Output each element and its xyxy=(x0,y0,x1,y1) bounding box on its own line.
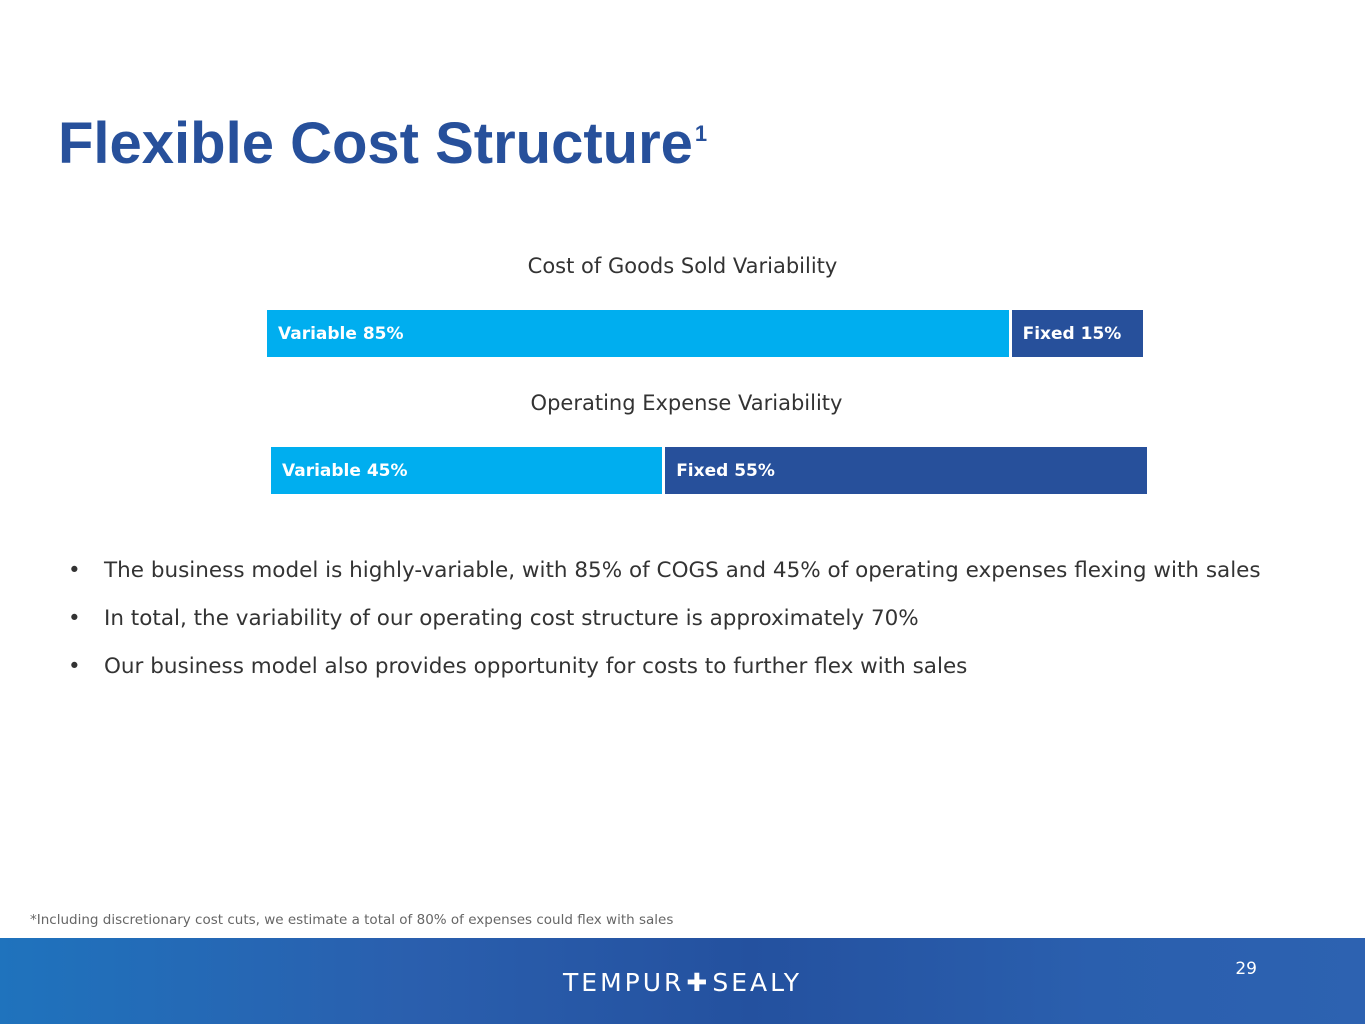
bullet-marker: • xyxy=(68,606,81,631)
opex-fixed-segment: Fixed 55% xyxy=(665,447,1147,494)
slide-title-text: Flexible Cost Structure xyxy=(58,111,693,176)
slide-title xyxy=(58,112,707,176)
bullet-item xyxy=(68,552,1261,600)
cogs-variability-bar xyxy=(267,310,1143,357)
page-number: 29 xyxy=(1235,959,1257,979)
footnote: *Including discretionary cost cuts, we estimate a total of 80% of expenses could flex with sales xyxy=(30,912,674,928)
bullet-item xyxy=(68,648,1261,696)
tempur-sealy-logo xyxy=(0,968,1365,997)
cogs-variable-segment: Variable 85% xyxy=(267,310,1009,357)
bullet-text: In total, the variability of our operating cost structure is approximately 70% xyxy=(104,606,919,631)
bullet-marker: • xyxy=(68,654,81,679)
footer-band xyxy=(0,938,1365,1024)
bullet-marker: • xyxy=(68,558,81,583)
opex-variable-segment: Variable 45% xyxy=(271,447,662,494)
bullet-item xyxy=(68,600,1261,648)
bullet-list xyxy=(68,552,1261,696)
logo-plus-icon: ✚ xyxy=(686,968,711,997)
opex-variability-bar xyxy=(271,447,1147,494)
logo-text-tempur: TEMPUR xyxy=(563,968,685,997)
chart-title-opex: Operating Expense Variability xyxy=(530,391,843,415)
bullet-text: The business model is highly-variable, with 85% of COGS and 45% of operating expenses flexing with sales xyxy=(104,558,1261,583)
cogs-fixed-segment: Fixed 15% xyxy=(1012,310,1143,357)
chart-title-cogs: Cost of Goods Sold Variability xyxy=(527,254,838,278)
logo-text-sealy: SEALY xyxy=(712,968,802,997)
bullet-text: Our business model also provides opportunity for costs to further flex with sales xyxy=(104,654,968,679)
title-footnote-marker: 1 xyxy=(694,121,708,146)
